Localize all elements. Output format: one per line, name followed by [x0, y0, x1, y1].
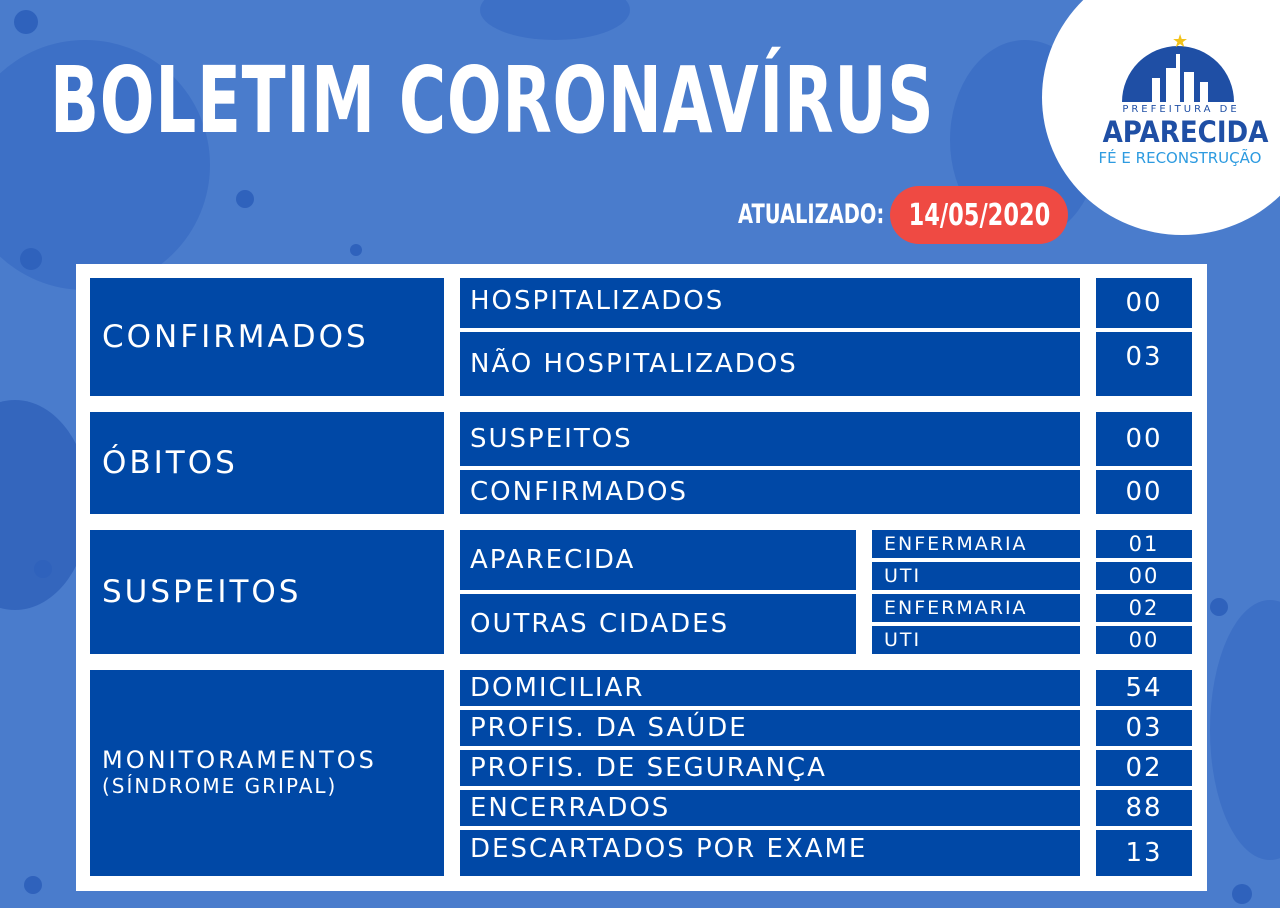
virus-dot [1210, 598, 1228, 616]
value-hospitalizados: 00 [1096, 278, 1192, 328]
virus-decoration [1210, 600, 1280, 860]
virus-decoration [480, 0, 630, 40]
category-obitos: ÓBITOS [90, 412, 444, 514]
virus-dot [236, 190, 254, 208]
updated-date: 14/05/2020 [908, 197, 1050, 233]
row-label-profis-saude: PROFIS. DA SAÚDE [460, 710, 1080, 746]
row-label-hospitalizados: HOSPITALIZADOS [460, 278, 1080, 328]
bulletin-table [76, 264, 1207, 891]
category-monitoramentos-sublabel: (SÍNDROME GRIPAL) [102, 774, 338, 798]
value-outras-uti: 00 [1096, 626, 1192, 654]
date-badge [890, 186, 1068, 244]
value-nao-hospitalizados: 03 [1096, 332, 1192, 396]
virus-dot [20, 248, 42, 270]
value-aparecida-uti: 00 [1096, 562, 1192, 590]
row-label-outras-enfermaria: ENFERMARIA [872, 594, 1080, 622]
virus-dot [350, 244, 362, 256]
group-label-outras-cidades: OUTRAS CIDADES [460, 594, 856, 654]
row-label-outras-uti: UTI [872, 626, 1080, 654]
value-obitos-suspeitos: 00 [1096, 412, 1192, 466]
row-label-obitos-suspeitos: SUSPEITOS [460, 412, 1080, 466]
updated-label: ATUALIZADO: [738, 199, 885, 230]
category-suspeitos: SUSPEITOS [90, 530, 444, 654]
virus-dot [24, 876, 42, 894]
logo-top-text: PREFEITURA DE [1122, 104, 1240, 115]
row-label-descartados: DESCARTADOS POR EXAME [460, 830, 1080, 876]
category-monitoramentos-label: MONITORAMENTOS [102, 746, 377, 774]
value-encerrados: 88 [1096, 790, 1192, 826]
value-profis-saude: 03 [1096, 710, 1192, 746]
value-obitos-confirmados: 00 [1096, 470, 1192, 514]
value-domiciliar: 54 [1096, 670, 1192, 706]
virus-dot [14, 10, 38, 34]
virus-dot [1232, 884, 1252, 904]
row-label-obitos-confirmados: CONFIRMADOS [460, 470, 1080, 514]
value-profis-seguranca: 02 [1096, 750, 1192, 786]
row-label-aparecida-uti: UTI [872, 562, 1080, 590]
category-confirmados: CONFIRMADOS [90, 278, 444, 396]
row-label-nao-hospitalizados: NÃO HOSPITALIZADOS [460, 332, 1080, 396]
virus-dot [34, 560, 52, 578]
logo-name: APARECIDA [1102, 115, 1269, 149]
category-monitoramentos [90, 670, 444, 876]
group-label-aparecida: APARECIDA [460, 530, 856, 590]
row-label-aparecida-enfermaria: ENFERMARIA [872, 530, 1080, 558]
row-label-domiciliar: DOMICILIAR [460, 670, 1080, 706]
logo-tagline: FÉ E RECONSTRUÇÃO [1098, 149, 1262, 167]
star-icon: ★ [1172, 31, 1189, 52]
value-outras-enfermaria: 02 [1096, 594, 1192, 622]
value-descartados: 13 [1096, 830, 1192, 876]
row-label-profis-seguranca: PROFIS. DE SEGURANÇA [460, 750, 1080, 786]
page-title: BOLETIM CORONAVÍRUS [50, 47, 935, 154]
row-label-encerrados: ENCERRADOS [460, 790, 1080, 826]
value-aparecida-enfermaria: 01 [1096, 530, 1192, 558]
